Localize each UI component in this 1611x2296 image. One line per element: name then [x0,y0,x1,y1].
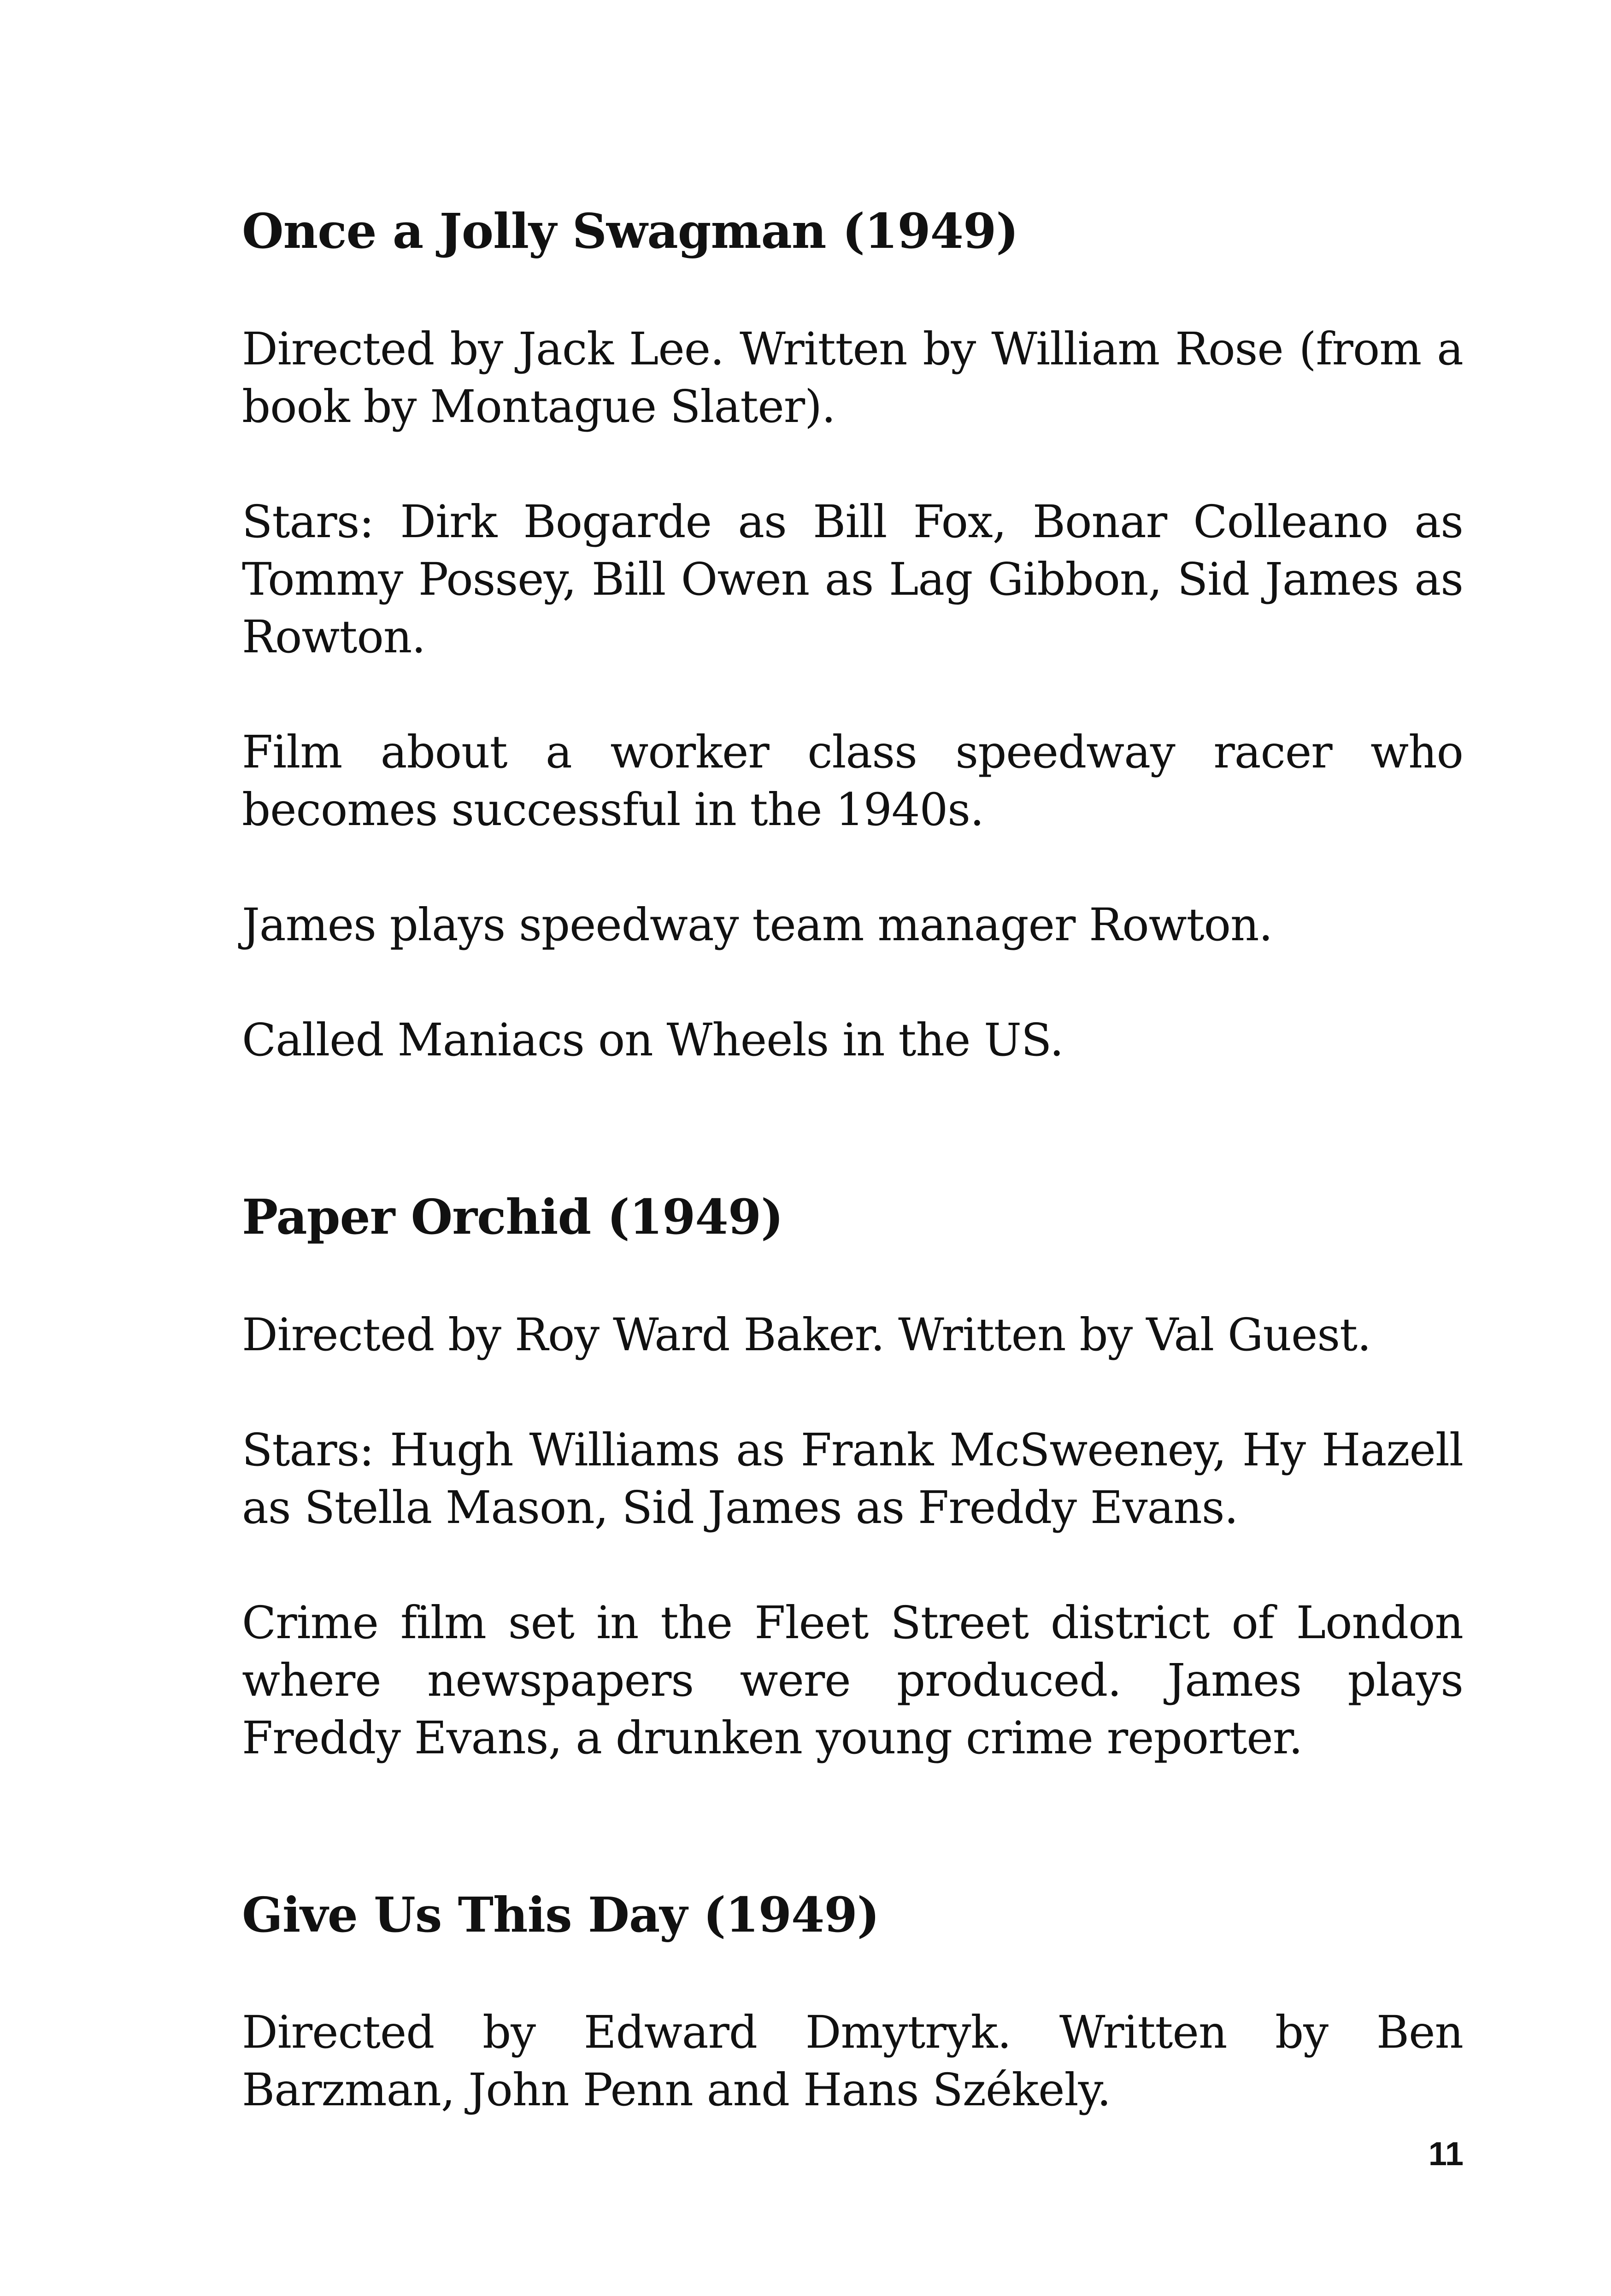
credits-paragraph: Directed by Jack Lee. Written by William Rose (from a book by Montague Slater). [242,322,1463,433]
film-entry-once-a-jolly-swagman [242,203,1463,1069]
entry-title: Paper Orchid (1949) [242,1188,783,1245]
stars-paragraph: Stars: Dirk Bogarde as Bill Fox, Bonar Colleano as Tommy Possey, Bill Owen as Lag Gibbon, Sid James as Rowton. [242,495,1463,663]
page-content [242,203,1463,2119]
entry-title: Give Us This Day (1949) [242,1886,879,1943]
role-paragraph: James plays speedway team manager Rowton. [242,898,1273,951]
page-number: 11 [1428,2136,1464,2173]
film-entry-paper-orchid [242,1189,1463,1767]
alt-title-paragraph: Called Maniacs on Wheels in the US. [242,1013,1064,1066]
credits-paragraph: Directed by Roy Ward Baker. Written by Val Guest. [242,1308,1371,1361]
description-paragraph: Film about a worker class speedway racer who becomes successful in the 1940s. [242,726,1463,836]
description-paragraph: Crime film set in the Fleet Street district of London where newspapers were produced. James plays Freddy Evans, a drunken young crime reporter. [242,1596,1463,1764]
film-entry-give-us-this-day [242,1886,1463,2119]
credits-paragraph: Directed by Edward Dmytryk. Written by Ben Barzman, John Penn and Hans Székely. [242,2006,1463,2116]
entry-title: Once a Jolly Swagman (1949) [242,203,1018,259]
stars-paragraph: Stars: Hugh Williams as Frank McSweeney, Hy Hazell as Stella Mason, Sid James as Freddy Evans. [242,1423,1463,1534]
